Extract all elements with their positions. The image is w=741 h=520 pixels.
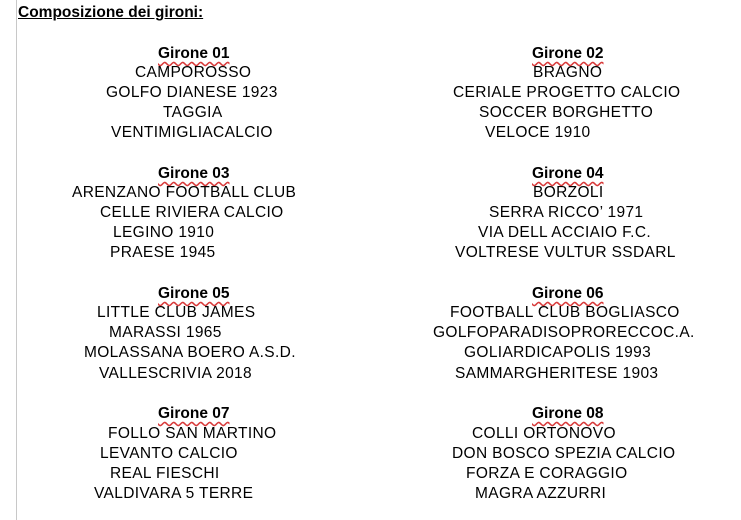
team-item: LEGINO 1910 (113, 224, 215, 241)
team-item: CAMPOROSSO (135, 64, 252, 81)
team-item: VENTIMIGLIACALCIO (111, 124, 273, 141)
team-item: FOOTBALL CLUB BOGLIASCO (450, 304, 680, 321)
group-title: Girone 04 (532, 165, 604, 182)
group-title: Girone 02 (532, 45, 604, 62)
team-item: FORZA E CORAGGIO (466, 465, 628, 482)
team-item: LITTLE CLUB JAMES (97, 304, 256, 321)
team-item: LEVANTO CALCIO (100, 445, 238, 462)
team-item: MAGRA AZZURRI (475, 485, 607, 502)
team-item: SERRA RICCO’ 1971 (489, 204, 644, 221)
team-item: FOLLO SAN MARTINO (108, 425, 277, 442)
team-item: GOLIARDICAPOLIS 1993 (464, 344, 652, 361)
team-item: CERIALE PROGETTO CALCIO (453, 84, 681, 101)
group-title: Girone 08 (532, 405, 604, 422)
team-item: VOLTRESE VULTUR SSDARL (455, 244, 676, 261)
team-item: BORZOLI (533, 184, 604, 201)
document-title: Composizione dei gironi: (18, 4, 204, 21)
team-item: TAGGIA (163, 104, 223, 121)
team-item: BRAGNO (533, 64, 603, 81)
team-item: DON BOSCO SPEZIA CALCIO (452, 445, 676, 462)
team-item: ARENZANO FOOTBALL CLUB (72, 184, 297, 201)
team-item: SAMMARGHERITESE 1903 (455, 365, 659, 382)
team-item: VALLESCRIVIA 2018 (99, 365, 253, 382)
team-item: GOLFO DIANESE 1923 (106, 84, 278, 101)
team-item: VALDIVARA 5 TERRE (94, 485, 254, 502)
group-title: Girone 01 (158, 45, 230, 62)
team-item: REAL FIESCHI (110, 465, 220, 482)
team-item: MARASSI 1965 (109, 324, 222, 341)
team-item: SOCCER BORGHETTO (479, 104, 654, 121)
group-title: Girone 03 (158, 165, 230, 182)
team-item: CELLE RIVIERA CALCIO (100, 204, 284, 221)
group-title: Girone 06 (532, 285, 604, 302)
group-title: Girone 07 (158, 405, 230, 422)
team-item: VIA DELL ACCIAIO F.C. (478, 224, 652, 241)
team-item: COLLI ORTONOVO (472, 425, 616, 442)
page-margin-line (16, 0, 17, 520)
team-item: PRAESE 1945 (110, 244, 216, 261)
group-title: Girone 05 (158, 285, 230, 302)
team-item: GOLFOPARADISOPRORECCOC.A. (433, 324, 695, 341)
team-item: VELOCE 1910 (485, 124, 591, 141)
team-item: MOLASSANA BOERO A.S.D. (84, 344, 296, 361)
